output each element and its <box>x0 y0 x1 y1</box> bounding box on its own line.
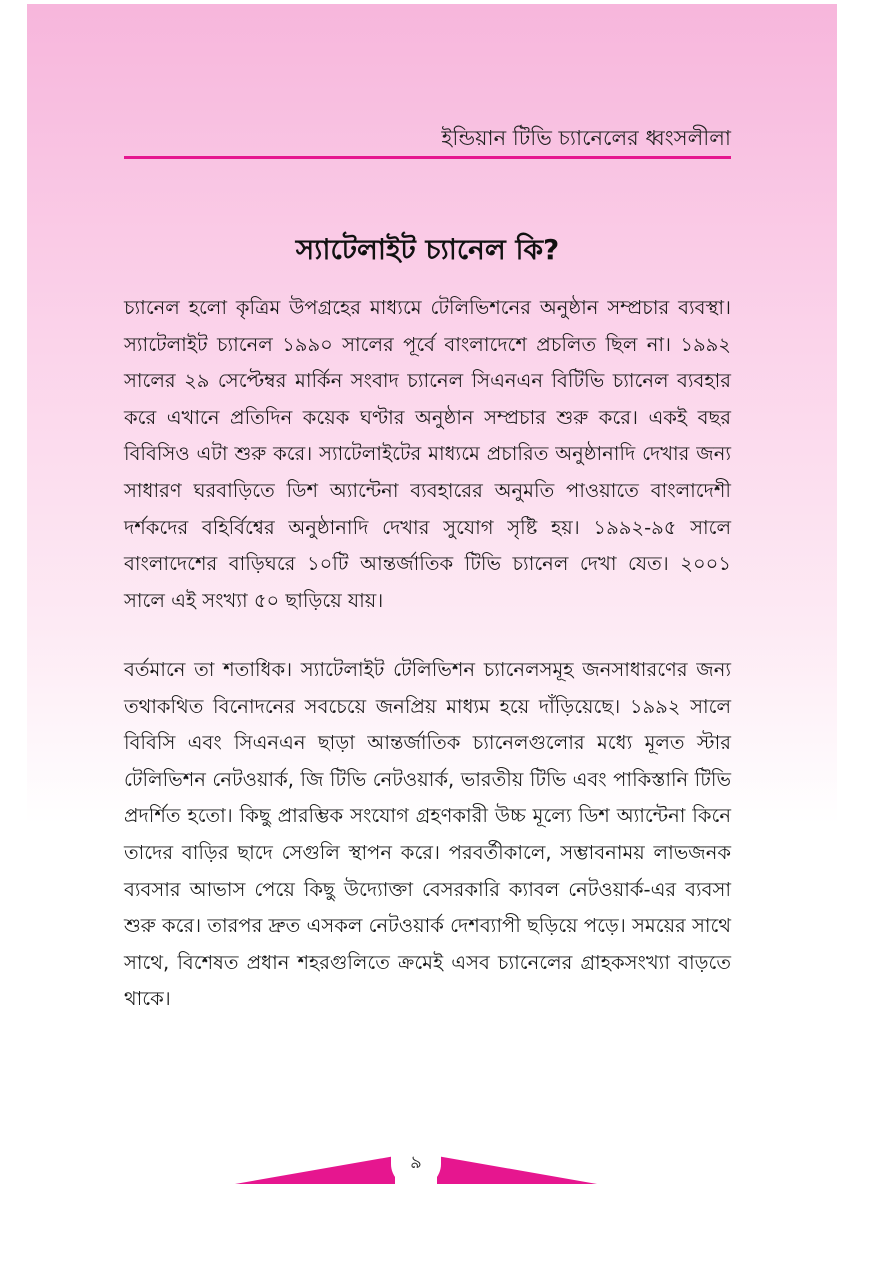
page-number: ৯ <box>410 1152 422 1173</box>
paragraph-1: চ্যানেল হলো কৃত্রিম উপগ্রহের মাধ্যমে টেলিভিশনের অনুষ্ঠান সম্প্রচার ব্যবস্থা। স্যাটেলাইট চ্যানেল ১৯৯০ সালের পূর্বে বাংলাদেশে প্রচলিত ছিল না। ১৯৯২ সালের ২৯ সেপ্টেম্বর মার্কিন সংবাদ চ্যানেল সিএনএন বিটিভি চ্যানেল ব্যবহার করে এখানে প্রতিদিন কয়েক ঘণ্টার অনুষ্ঠান সম্প্রচার শুরু করে। একই বছর বিবিসিও এটা শুরু করে। স্যাটেলাইটের মাধ্যমে প্রচারিত অনুষ্ঠানাদি দেখার জন্য সাধারণ ঘরবাড়িতে ডিশ অ্যান্টেনা ব্যবহারের অনুমতি পাওয়াতে বাংলাদেশী দর্শকদের বহির্বিশ্বের অনুষ্ঠানাদি দেখার সুযোগ সৃষ্টি হয়। ১৯৯২-৯৫ সালে বাংলাদেশের বাড়িঘরে ১০টি আন্তর্জাতিক টিভি চ্যানেল দেখা যেত। ২০০১ সালে এই সংখ্যা ৫০ ছাড়িয়ে যায়। <box>124 296 731 612</box>
page-footer <box>235 1148 597 1188</box>
page <box>27 4 837 1234</box>
header-rule <box>124 156 731 159</box>
paragraph-2: বর্তমানে তা শতাধিক। স্যাটেলাইট টেলিভিশন চ্যানেলসমূহ জনসাধারণের জন্য তথাকথিত বিনোদনের সবচেয়ে জনপ্রিয় মাধ্যম হয়ে দাঁড়িয়েছে। ১৯৯২ সালে বিবিসি এবং সিএনএন ছাড়া আন্তর্জাতিক চ্যানেলগুলোর মধ্যে মূলত স্টার টেলিভিশন নেটওয়ার্ক, জি টিভি নেটওয়ার্ক, ভারতীয় টিভি এবং পাকিস্তানি টিভি প্রদর্শিত হতো। কিছু প্রারম্ভিক সংযোগ গ্রহণকারী উচ্চ মূল্যে ডিশ অ্যান্টেনা কিনে তাদের বাড়ির ছাদে সেগুলি স্থাপন করে। পরবর্তীকালে, সম্ভাবনাময় লাভজনক ব্যবসার আভাস পেয়ে কিছু উদ্যোক্তা বেসরকারি ক্যাবল নেটওয়ার্ক-এর ব্যবসা শুরু করে। তারপর দ্রুত এসকল নেটওয়ার্ক দেশব্যাপী ছড়িয়ে পড়ে। সময়ের সাথে সাথে, বিশেষত প্রধান শহরগুলিতে ক্রমেই এসব চ্যানেলের গ্রাহকসংখ্যা বাড়তে থাকে। <box>124 658 731 1011</box>
chapter-title: স্যাটেলাইট চ্যানেল কি? <box>295 233 560 266</box>
running-head: ইন্ডিয়ান টিভি চ্যানেলের ধ্বংসলীলা <box>441 126 731 150</box>
